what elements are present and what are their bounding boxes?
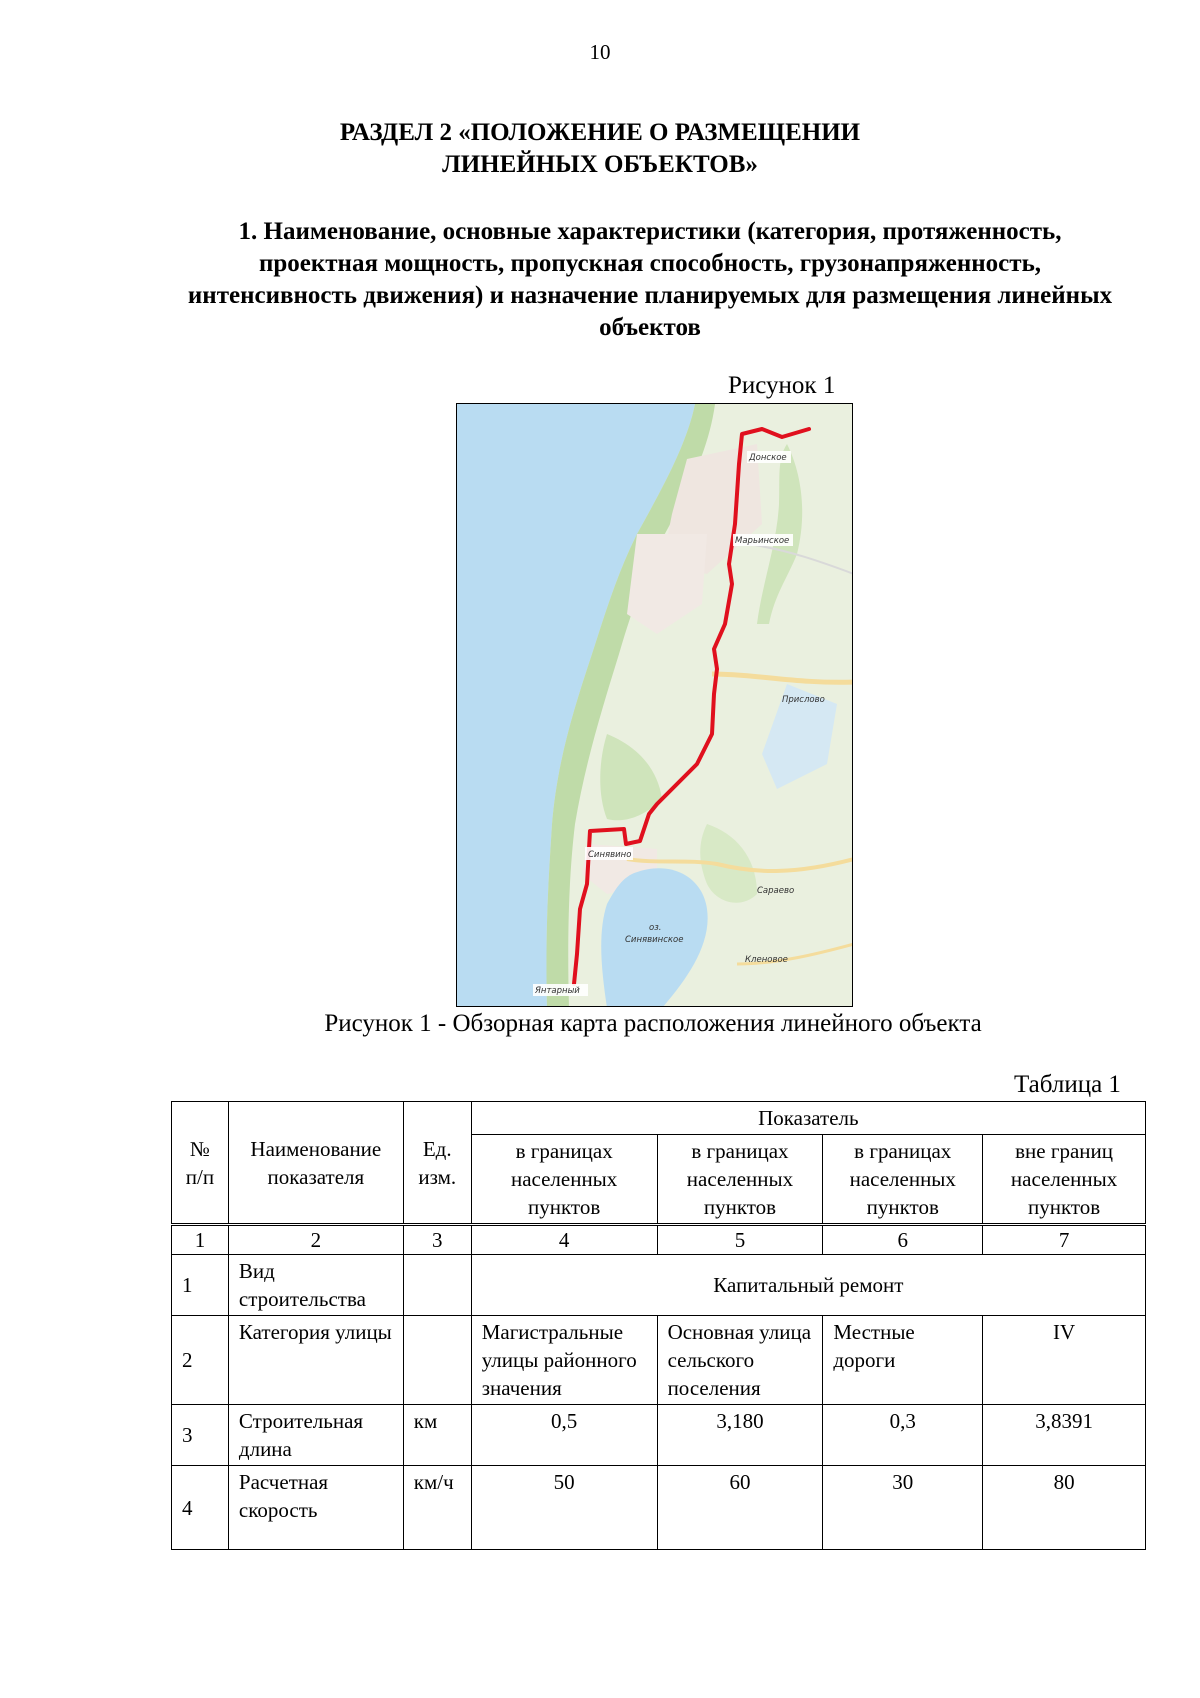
row-num: 4 (172, 1466, 229, 1550)
table-row (172, 1466, 1146, 1550)
row-value-5: 60 (657, 1466, 823, 1550)
table-header-row (172, 1102, 1146, 1135)
section-title-line-1: РАЗДЕЛ 2 «ПОЛОЖЕНИЕ О РАЗМЕЩЕНИИ (339, 119, 861, 146)
index-cell: 7 (983, 1225, 1146, 1255)
figure-caption: Рисунок 1 - Обзорная карта расположения линейного объекта (324, 1010, 982, 1037)
map-label-lake-2: Синявинское (625, 935, 684, 945)
header-col-6: в границах населенных пунктов (823, 1135, 983, 1225)
row-unit: км (403, 1405, 471, 1466)
index-cell: 2 (228, 1225, 403, 1255)
row-merged-value: Капитальный ремонт (471, 1255, 1145, 1316)
figure-label: Рисунок 1 (728, 372, 836, 399)
index-cell: 5 (657, 1225, 823, 1255)
header-col-7: вне границ населенных пунктов (983, 1135, 1146, 1225)
section-title-line-2: ЛИНЕЙНЫХ ОБЪЕКТОВ» (442, 151, 758, 178)
row-value-5: 3,180 (657, 1405, 823, 1466)
section-title (0, 117, 1200, 181)
map-label-sinyavino: Синявино (588, 850, 632, 860)
header-col-5: в границах населенных пунктов (657, 1135, 823, 1225)
row-value-6: 0,3 (823, 1405, 983, 1466)
table-row (172, 1316, 1146, 1405)
map-canvas (457, 404, 853, 1007)
table-label: Таблица 1 (1014, 1071, 1121, 1098)
map-label-maryinskoe: Марьинское (735, 536, 790, 546)
header-indicator: Показатель (471, 1102, 1145, 1135)
row-value-4: Магистральные улицы районного значения (471, 1316, 657, 1405)
row-unit (403, 1255, 471, 1316)
row-value-7: IV (983, 1316, 1146, 1405)
row-value-5: Основная улица сельского поселения (657, 1316, 823, 1405)
table-row (172, 1255, 1146, 1316)
header-col-4: в границах населенных пунктов (471, 1135, 657, 1225)
map-label-lake-1: оз. (649, 923, 662, 933)
row-num: 1 (172, 1255, 229, 1316)
page-number: 10 (589, 40, 611, 64)
row-value-6: 30 (823, 1466, 983, 1550)
index-cell: 3 (403, 1225, 471, 1255)
row-name: Расчетная скорость (228, 1466, 403, 1550)
header-unit: Ед. изм. (403, 1102, 471, 1225)
row-name: Категория улицы (228, 1316, 403, 1405)
map-label-saraevo: Сараево (757, 886, 795, 896)
index-cell: 4 (471, 1225, 657, 1255)
row-value-6: Местные дороги (823, 1316, 983, 1405)
map-label-klenovoe: Кленовое (745, 955, 788, 965)
row-unit (403, 1316, 471, 1405)
index-cell: 1 (172, 1225, 229, 1255)
overview-map (456, 403, 853, 1007)
header-name: Наименование показателя (228, 1102, 403, 1225)
row-value-7: 3,8391 (983, 1405, 1146, 1466)
map-label-yantarny: Янтарный (535, 986, 580, 996)
row-num: 3 (172, 1405, 229, 1466)
map-label-prislovo: Прислово (782, 695, 825, 705)
row-unit: км/ч (403, 1466, 471, 1550)
row-num: 2 (172, 1316, 229, 1405)
section-heading: 1. Наименование, основные характеристики (категория, протяженность, проектная мощность, пропускная способность, грузонапряженность, интенсивность движения) и назначение планируемых для размещения линейных объектов (187, 218, 1113, 341)
row-value-4: 50 (471, 1466, 657, 1550)
table-row (172, 1405, 1146, 1466)
row-name: Вид строительства (228, 1255, 403, 1316)
header-num: № п/п (172, 1102, 229, 1225)
index-cell: 6 (823, 1225, 983, 1255)
row-value-4: 0,5 (471, 1405, 657, 1466)
table-index-row (172, 1225, 1146, 1255)
row-name: Строительная длина (228, 1405, 403, 1466)
map-label-donskoe: Донское (749, 453, 787, 463)
row-value-7: 80 (983, 1466, 1146, 1550)
indicators-table (171, 1101, 1146, 1550)
